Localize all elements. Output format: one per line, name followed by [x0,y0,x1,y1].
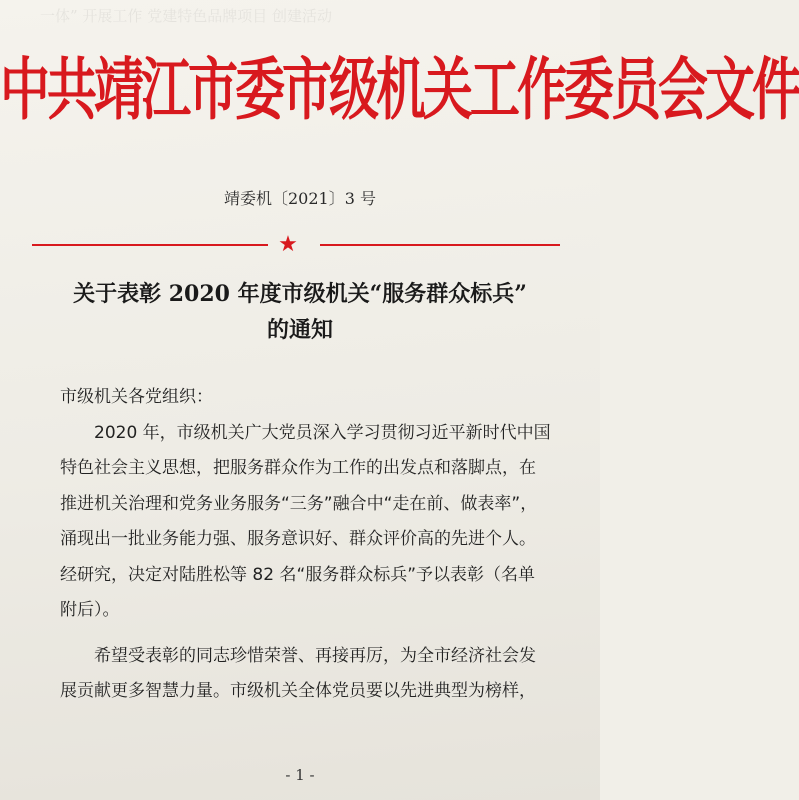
paragraph-line: 经研究，决定对陆胜松等 82 名“服务群众标兵”予以表彰（名单 [60,564,536,585]
document-number: 靖委机〔2021〕3 号 [224,189,376,208]
notice-title-line-2: 的通知 [266,317,333,343]
document-header-title: 中共靖江市委市级机关工作委员会文件 [0,50,799,130]
salutation: 市级机关各党组织： [60,387,213,407]
notice-title-line-1: 关于表彰 2020 年度市级机关“服务群众标兵” [73,281,527,307]
red-divider-right [320,244,560,246]
paragraph-line: 推进机关治理和党务业务服务“三务”融合中“走在前、做表率”， [60,493,538,514]
paragraph-line: 特色社会主义思想，把服务群众作为工作的出发点和落脚点，在 [60,458,536,478]
paragraph-line: 希望受表彰的同志珍惜荣誉、再接再厉，为全市经济社会发 [94,645,536,666]
notice-title [0,276,600,348]
paragraph-line: 附后）。 [60,600,120,620]
paragraph-line: 展贡献更多智慧力量。市级机关全体党员要以先进典型为榜样， [60,681,536,701]
paragraph-2 [60,639,580,710]
paragraph-line: 涌现出一批业务能力强、服务意识好、群众评价高的先进个人。 [60,529,536,549]
paragraph-line: 2020 年，市级机关广大党员深入学习贯彻习近平新时代中国 [94,422,551,443]
bleed-through-text: 一体” 开展工作 党建特色品牌项目 创建活动 [40,7,332,25]
page-number: - 1 - [285,766,315,784]
paragraph-1 [60,416,580,629]
notice-body [60,380,580,710]
red-star-icon: ★ [278,232,298,257]
red-divider-left [32,244,268,246]
